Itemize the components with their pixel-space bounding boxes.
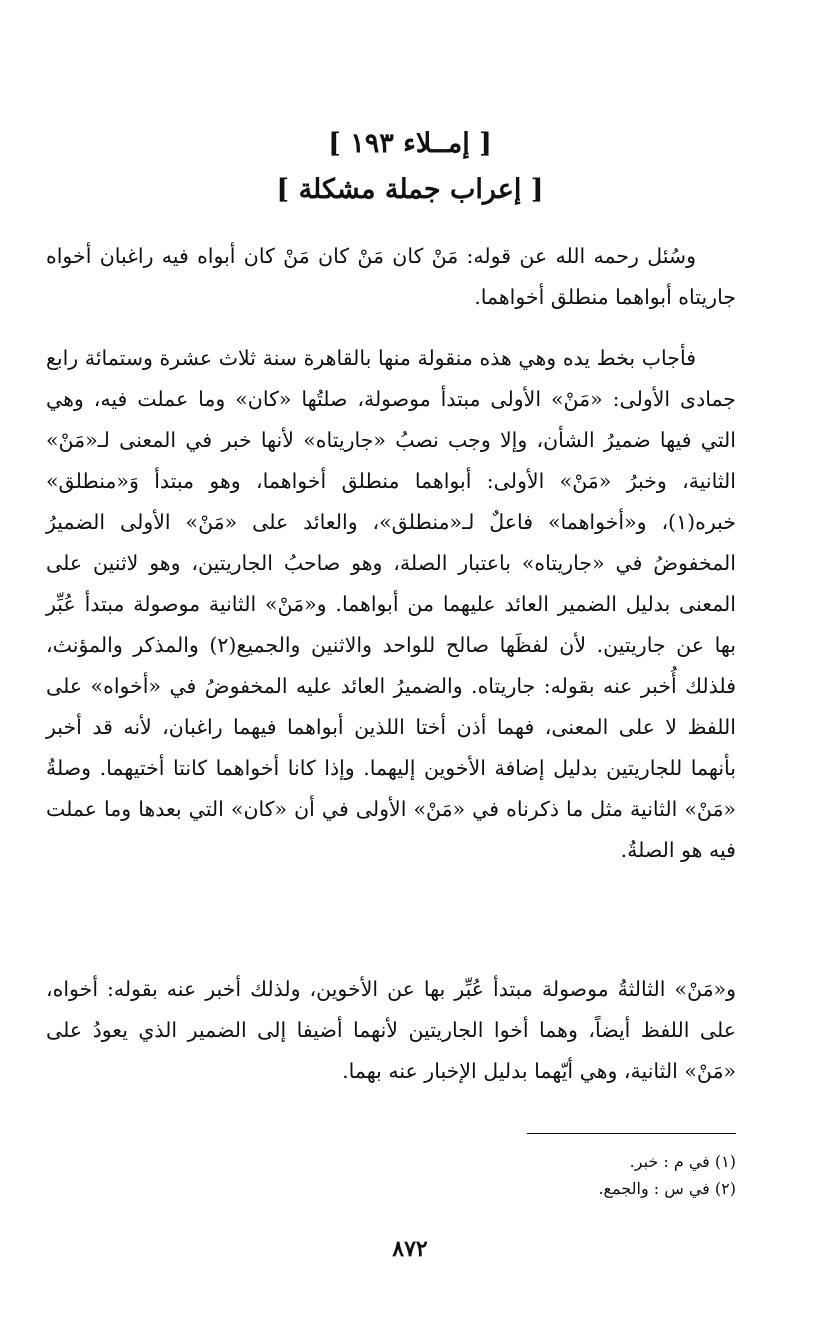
footnote-divider (527, 1133, 736, 1134)
footnotes (336, 1148, 736, 1202)
page-number: ٨٧٢ (392, 1236, 428, 1262)
question-paragraph: وسُئل رحمه الله عن قوله: مَنْ كان مَنْ كان مَنْ كان أبواه فيه راغبان أخواه جاريتاه أبواهما منطلق أخواهما. (46, 244, 736, 309)
dictation-heading: [ إمــلاء ١٩٣ ] (328, 128, 492, 159)
section-title: [ إعراب جملة مشكلة ] (276, 174, 544, 205)
closing-paragraph: و«مَنْ» الثالثةُ موصولة مبتدأ عُبِّر بها عن الأخوين، ولذلك أخبر عنه بقوله: أخواه، على اللفظ أيضاً، وهما أخوا الجاريتين لأنهما أضيفا إلى الضمير الذي يعودُ على «مَنْ» الثانية، وهي أيّهما بدليل الإخبار عنه بهما. (46, 977, 736, 1083)
footnote-1: (١) في م : خبر. (629, 1152, 736, 1171)
answer-paragraph: فأجاب بخط يده وهي هذه منقولة منها بالقاهرة سنة ثلاث عشرة وستمائة رابع جمادى الأولى: «مَنْ» الأولى مبتدأ موصولة، صلتُها «كان» وما عملت فيه، وهي التي فيها ضميرُ الشأن، وإلا وجب نصبُ «جاريتاه» لأنها خبر في المعنى لـ«مَنْ» الثانية، وخبرُ «مَنْ» الأولى: أبواهما منطلق أخواهما، وهو مبتدأ وَ«منطلق» خبره(١)، و«أخواهما» فاعلٌ لـ«منطلق»، والعائد على «مَنْ» الأولى الضميرُ المخفوضُ في «جاريتاه» باعتبار الصلة، وهو صاحبُ الجاريتين، وهو لاثنين على المعنى بدليل الضمير العائد عليهما من أبواهما. و«مَنْ» الثانية موصولة مبتدأ عُبِّر بها عن جاريتين. لأن لفظَها صالح للواحد والاثنين والجميع(٢) والمذكر والمؤنث، فلذلك أُخبر عنه بقوله: جاريتاه. والضميرُ العائد عليه المخفوضُ في «أخواه» على اللفظ لا على المعنى، فهما أذن أختا اللذين أبواهما فيهما راغبان، لأنه قد أخبر بأنهما للجاريتين بدليل إضافة الأخوين إليهما. وإذا كانا أخواهما كانتا أختيهما. وصلةُ «مَنْ» الثانية مثل ما ذكرناه في «مَنْ» الأولى في أن «كان» التي بعدها وما عملت فيه هو الصلةُ. (46, 346, 736, 862)
footnote-2: (٢) في س : والجمع. (598, 1179, 736, 1198)
